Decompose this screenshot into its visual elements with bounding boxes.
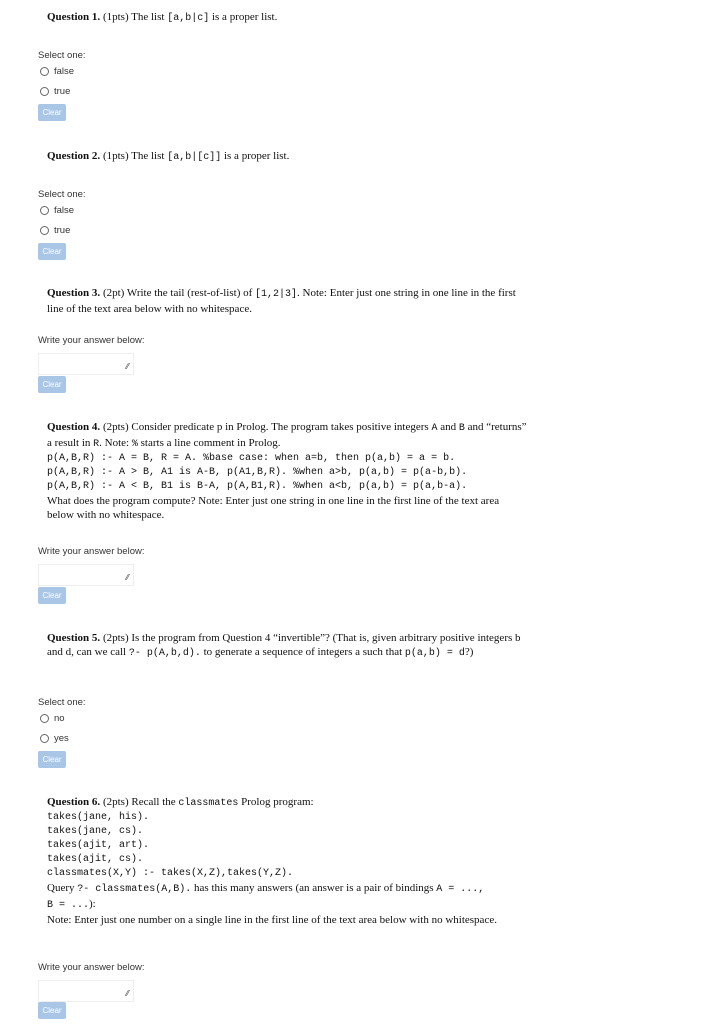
question-5-number: Question 5. [47, 632, 101, 644]
code-line: p(A,B,R) :- A > B, A1 is A-B, p(A1,B,R). %when a>b, p(a,b) = p(a-b,b). [47, 467, 468, 478]
question-6-number: Question 6. [47, 796, 101, 808]
question-5: Question 5. (2pts) Is the program from Question 4 “invertible”? (That is, given arbitrary positive integers b and d, can we call ?- p(A,b,d). to generate a sequence of integers a such that p(a,b) = d?) [47, 632, 521, 659]
question-1-number: Question 1. [47, 11, 101, 23]
code-line: p(A,B,R) :- A = B, R = A. %base case: when a=b, then p(a,b) = a = b. [47, 453, 456, 464]
resize-handle-icon[interactable]: ⁄⁄ [126, 573, 129, 582]
select-one-label: Select one: [38, 50, 86, 61]
question-3-number: Question 3. [47, 287, 101, 299]
q4-clear-button[interactable]: Clear [38, 587, 66, 604]
q3-answer-textarea[interactable] [38, 353, 134, 375]
radio-icon[interactable] [40, 206, 49, 215]
radio-icon[interactable] [40, 226, 49, 235]
radio-icon[interactable] [40, 67, 49, 76]
code-line: takes(jane, cs). [47, 826, 144, 837]
question-1: Question 1. (1pts) The list [a,b|c] is a proper list. [47, 11, 278, 24]
question-4-number: Question 4. [47, 421, 101, 433]
q6-answer-textarea[interactable] [38, 980, 134, 1002]
q2-option-true[interactable]: true [40, 225, 70, 236]
q4-answer-textarea[interactable] [38, 564, 134, 586]
code-line: p(A,B,R) :- A < B, B1 is B-A, p(A,B1,R). %when a<b, p(a,b) = p(a,b-a). [47, 481, 468, 492]
q2-option-false[interactable]: false [40, 205, 74, 216]
code-line: takes(ajit, art). [47, 840, 150, 851]
question-3: Question 3. (2pt) Write the tail (rest-of-list) of [1,2|3]. Note: Enter just one string in one line in the first line of the text area below with no whitespace. [47, 287, 516, 315]
q5-option-no[interactable]: no [40, 713, 65, 724]
question-6: Question 6. (2pts) Recall the classmates Prolog program: takes(jane, his). takes(jane, cs). takes(ajit, art). takes(ajit, cs). classmates(X,Y) :- takes(X,Z),takes(Y,Z). Query ?- classmates(A,B). has this many answers (an answer is a pair of bindings A = ..., B = ...): Note: Enter just one number on a single line in the first line of the text area below with no whitespace. [47, 795, 527, 927]
question-2-number: Question 2. [47, 150, 101, 162]
question-4: Question 4. (2pts) Consider predicate p in Prolog. The program takes positive integers A and B and “returns” a result in R. Note: % starts a line comment in Prolog. p(A,B,R) :- A = B, R = A. %base case: when a=b, then p(a,b) = a = b. p(A,B,R) :- A > B, A1 is A-B, p(A1,B,R). %when a>b, p(a,b) = p(a-b,b). p(A,B,R) :- A < B, B1 is B-A, p(A,B1,R). %when a<b, p(a,b) = p(a,b-a). What does the program compute? Note: Enter just one string in one line in the first line of the text area below with no whitespace. [47, 421, 527, 521]
q1-clear-button[interactable]: Clear [38, 104, 66, 121]
code-line: takes(jane, his). [47, 812, 150, 823]
write-answer-label: Write your answer below: [38, 335, 145, 346]
radio-icon[interactable] [40, 714, 49, 723]
radio-icon[interactable] [40, 734, 49, 743]
question-2: Question 2. (1pts) The list [a,b|[c]] is a proper list. [47, 150, 290, 163]
code-line: takes(ajit, cs). [47, 854, 144, 865]
q2-clear-button[interactable]: Clear [38, 243, 66, 260]
select-one-label: Select one: [38, 697, 86, 708]
write-answer-label: Write your answer below: [38, 962, 145, 973]
q3-clear-button[interactable]: Clear [38, 376, 66, 393]
q1-option-false[interactable]: false [40, 66, 74, 77]
resize-handle-icon[interactable]: ⁄⁄ [126, 989, 129, 998]
code-line: classmates(X,Y) :- takes(X,Z),takes(Y,Z). [47, 868, 294, 879]
q6-clear-button[interactable]: Clear [38, 1002, 66, 1019]
resize-handle-icon[interactable]: ⁄⁄ [126, 362, 129, 371]
select-one-label: Select one: [38, 189, 86, 200]
q1-option-true[interactable]: true [40, 86, 70, 97]
q5-clear-button[interactable]: Clear [38, 751, 66, 768]
write-answer-label: Write your answer below: [38, 546, 145, 557]
radio-icon[interactable] [40, 87, 49, 96]
q5-option-yes[interactable]: yes [40, 733, 69, 744]
